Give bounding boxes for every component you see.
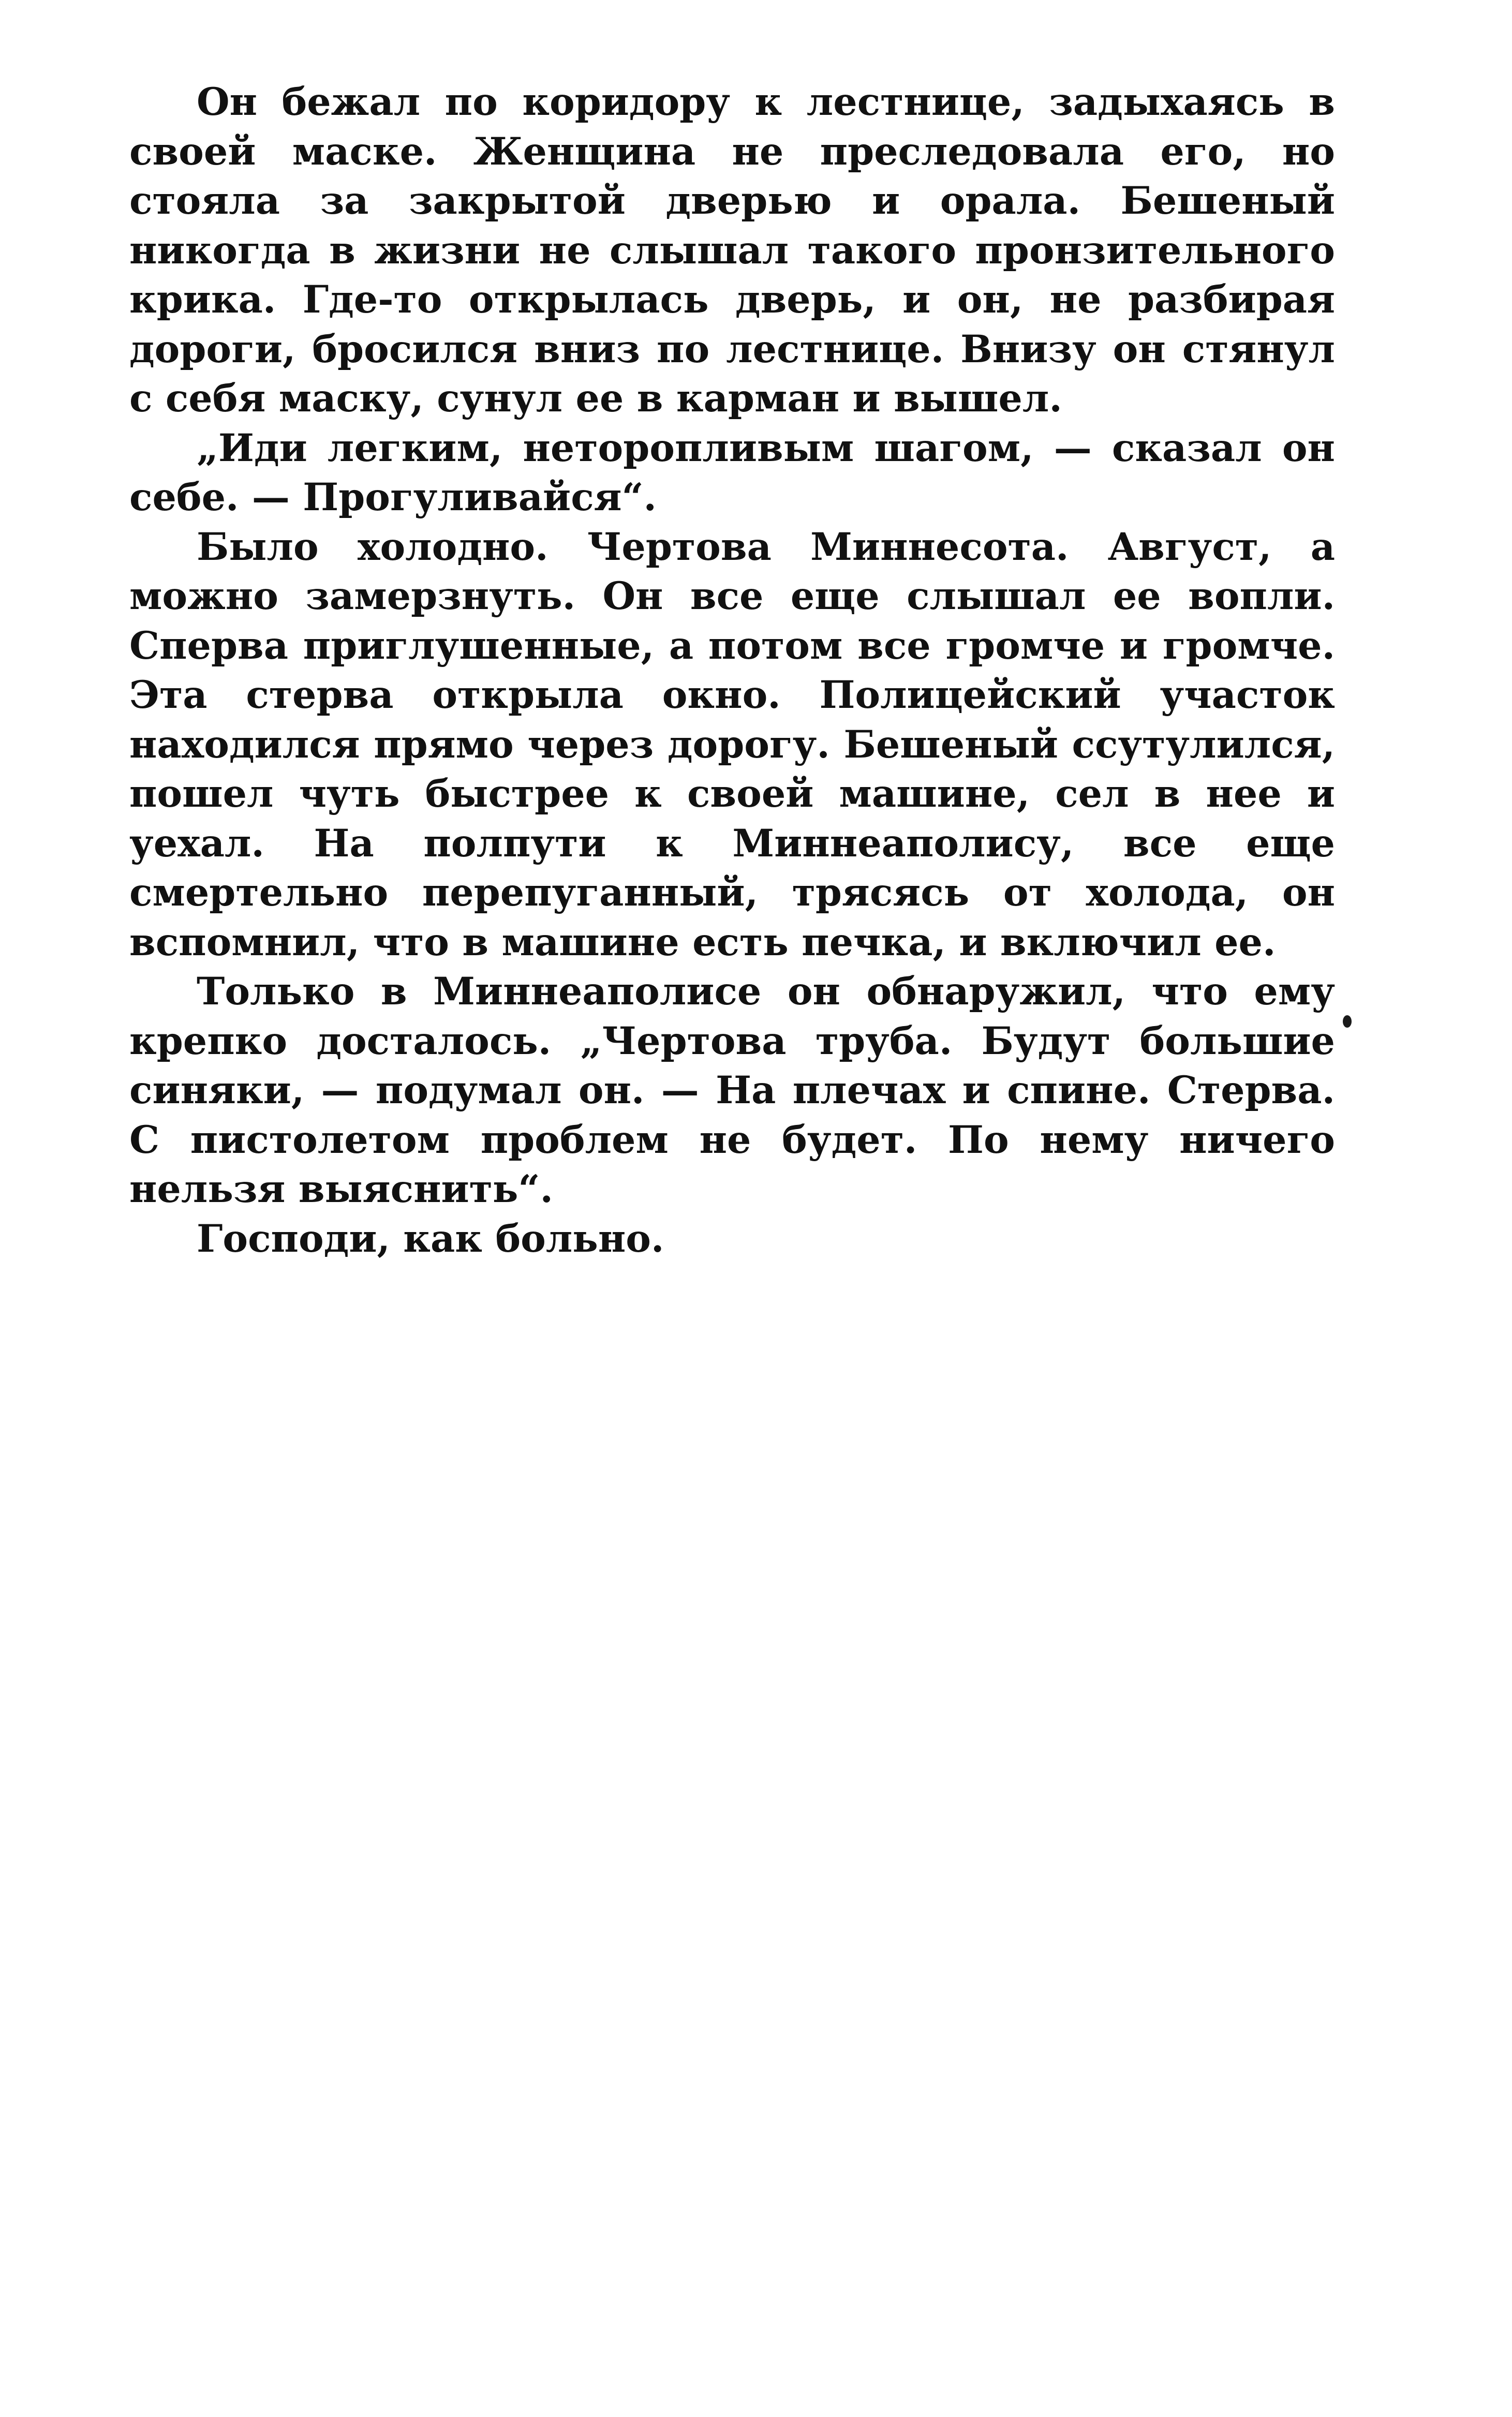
ink-speck	[1343, 1015, 1352, 1028]
paragraph-5: Господи, как больно.	[197, 1216, 664, 1261]
paragraph-1: Он бежал по коридору к лестнице, задыхаясь в своей маске. Женщина не преследовала его, но стояла за закрытой дверью и орала. Бешеный никогда в жизни не слышал такого пронзительного крика. Где-то открылась дверь, и он, не разбирая дороги, бросился вниз по лестнице. Внизу он стянул с себя маску, сунул ее в карман и вышел.	[129, 80, 1335, 421]
paragraph-2: „Иди легким, неторопливым шагом, — сказал он себе. — Прогуливайся“.	[129, 425, 1335, 520]
paragraph-3: Было холодно. Чертова Миннесота. Август, а можно замерзнуть. Он все еще слышал ее вопли. Сперва приглушенные, а потом все громче и громче. Эта стерва открыла окно. Полицейский участок находился прямо через дорогу. Бешеный ссутулился, пошел чуть быстрее к своей машине, сел в нее и уехал. На полпути к Миннеаполису, все еще смертельно перепуганный, трясясь от холода, он вспомнил, что в машине есть печка, и включил ее.	[129, 524, 1335, 965]
paragraph-4: Только в Миннеаполисе он обнаружил, что ему крепко досталось. „Чертова труба. Будут большие синяки, — подумал он. — На плечах и спине. Стерва. С пистолетом проблем не будет. По нему ничего нельзя выяснить“.	[129, 969, 1335, 1211]
text-page	[129, 78, 1335, 1264]
